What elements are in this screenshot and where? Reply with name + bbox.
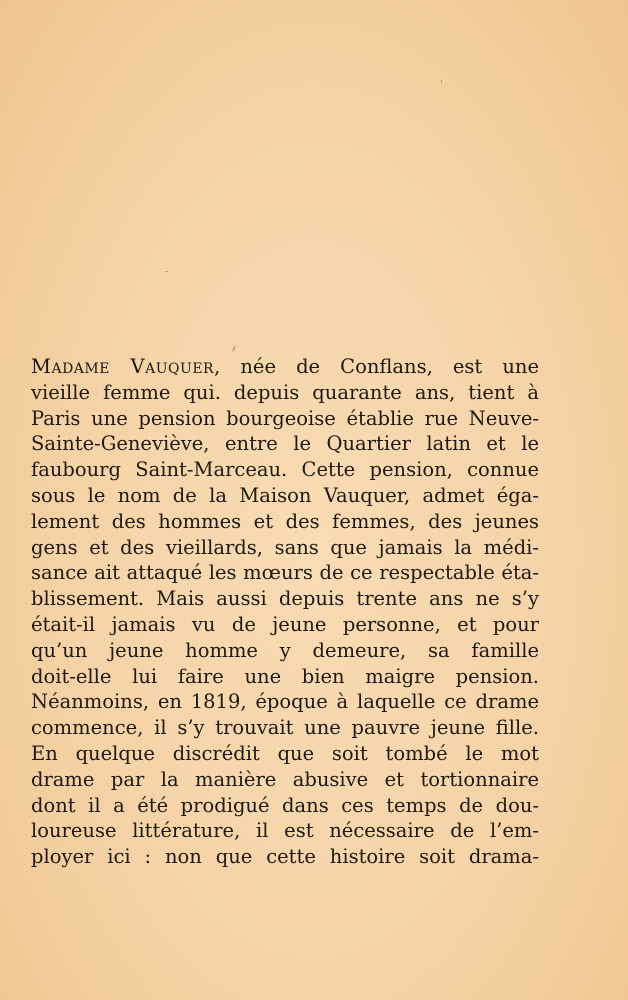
text-line: gens et des vieillards, sans que jamais la médi-	[31, 535, 539, 559]
text-line: Paris une pension bourgeoise établie rue Neuve-	[31, 406, 539, 430]
text-line: En quelque discrédit que soit tombé le mot	[31, 741, 539, 765]
text-line	[31, 354, 539, 380]
body-text	[31, 354, 539, 870]
paper-speck	[232, 346, 236, 351]
text-line: sance ait attaqué les mœurs de ce respectable éta-	[31, 561, 539, 585]
text-line: lement des hommes et des femmes, des jeunes	[31, 509, 539, 533]
line-text: , née de Conflans, est une	[214, 355, 539, 378]
text-line: commence, il s’y trouvait une pauvre jeune fille.	[31, 716, 539, 740]
text-line: doit-elle lui faire une bien maigre pension.	[31, 664, 539, 688]
text-line: dont il a été prodigué dans ces temps de dou-	[31, 793, 539, 817]
paper-speck	[441, 80, 442, 83]
text-line: blissement. Mais aussi depuis trente ans ne s’y	[31, 587, 539, 611]
text-line: qu’un jeune homme y demeure, sa famille	[31, 638, 539, 662]
text-line: ployer ici : non que cette histoire soit drama-	[31, 845, 539, 869]
paper-speck	[165, 271, 168, 272]
text-line: Sainte-Geneviève, entre le Quartier latin et le	[31, 432, 539, 456]
text-line: loureuse littérature, il est nécessaire de l’em-	[31, 819, 539, 843]
text-line: drame par la manière abusive et tortionnaire	[31, 767, 539, 791]
text-line: Néanmoins, en 1819, époque à laquelle ce drame	[31, 690, 539, 714]
text-line: vieille femme qui. depuis quarante ans, tient à	[31, 380, 539, 404]
text-line: était-il jamais vu de jeune personne, et pour	[31, 612, 539, 636]
text-line: faubourg Saint-Marceau. Cette pension, connue	[31, 458, 539, 482]
opening-small-caps: Madame Vauquer	[31, 355, 215, 378]
text-line: sous le nom de la Maison Vauquer, admet éga-	[31, 483, 539, 507]
